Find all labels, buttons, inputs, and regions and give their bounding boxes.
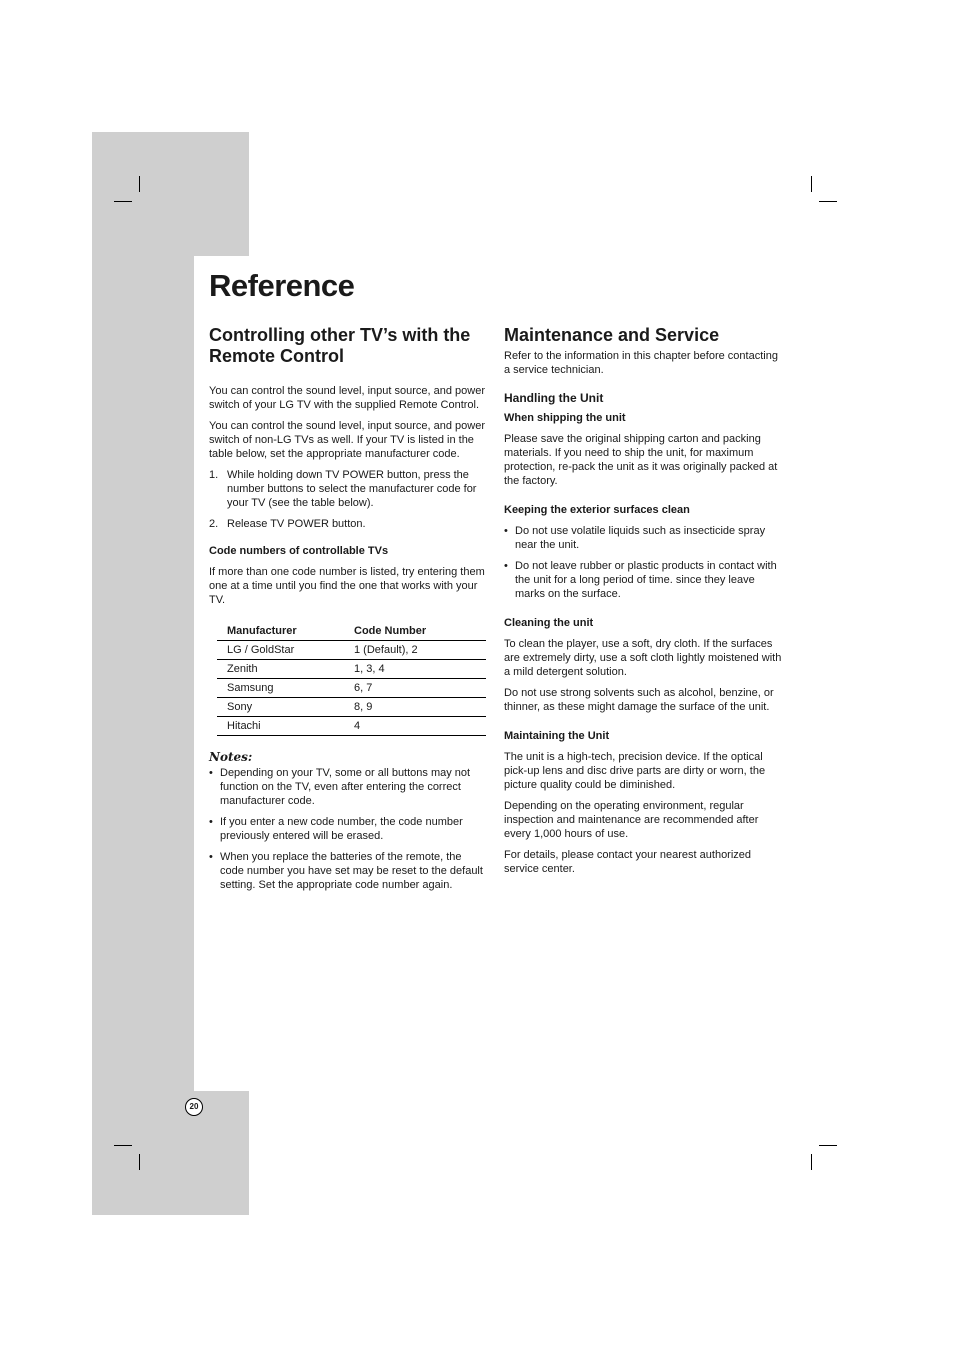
table-cell-code: 4 xyxy=(344,717,486,736)
sidebar-band-top xyxy=(92,132,249,256)
maintaining-paragraph-1: The unit is a high-tech, precision device. If the optical pick-up lens and disc drive parts are dirty or worn, the picture quality could be diminished. xyxy=(504,751,766,791)
note-item: • When you replace the batteries of the remote, the code number you have set may be reset to the default setting. Set the appropriate code number again. xyxy=(209,850,486,892)
table-row xyxy=(217,641,486,660)
table-cell-manufacturer: Sony xyxy=(217,698,344,717)
table-header-row xyxy=(217,622,486,641)
exterior-heading: Keeping the exterior surfaces clean xyxy=(504,504,690,516)
page-number-badge: 20 xyxy=(185,1098,203,1116)
crop-mark-bottom-right-v xyxy=(811,1154,812,1170)
non-lg-tv-paragraph: You can control the sound level, input source, and power switch of non-LG TVs as well. If your TV is listed in the table below, set the appropriate manufacturer code. xyxy=(209,420,485,460)
crop-mark-top-right-v xyxy=(811,176,812,192)
exterior-item: • Do not leave rubber or plastic products in contact with the unit for a long period of time. since they leave marks on the surface. xyxy=(504,559,784,601)
step-item xyxy=(209,517,486,531)
sidebar-band-bottom xyxy=(92,1091,249,1215)
exterior-list xyxy=(504,524,784,601)
table-row xyxy=(217,717,486,736)
table-header-code: Code Number xyxy=(344,622,486,641)
step-text: While holding down TV POWER button, press the number buttons to select the manufacturer code for your TV (see the table below). xyxy=(227,469,477,509)
notes-list xyxy=(209,766,486,892)
table-cell-code: 8, 9 xyxy=(344,698,486,717)
table-row xyxy=(217,660,486,679)
table-cell-manufacturer: Zenith xyxy=(217,660,344,679)
notes-heading: Notes: xyxy=(209,750,253,764)
tv-code-table xyxy=(217,622,486,736)
steps-list xyxy=(209,468,486,531)
step-number: 2. xyxy=(209,518,219,530)
step-text: Release TV POWER button. xyxy=(227,518,366,530)
maintaining-heading: Maintaining the Unit xyxy=(504,730,610,742)
codes-intro: If more than one code number is listed, try entering them one at a time until you find the one that works with your TV. xyxy=(209,566,485,606)
crop-mark-bottom-right-h xyxy=(819,1145,837,1146)
table-cell-manufacturer: LG / GoldStar xyxy=(217,641,344,660)
maintenance-intro: Refer to the information in this chapter before contacting a service technician. xyxy=(504,350,778,376)
crop-mark-top-left-h xyxy=(114,201,132,202)
exterior-item: • Do not use volatile liquids such as insecticide spray near the unit. xyxy=(504,524,784,552)
right-column xyxy=(504,325,784,883)
cleaning-paragraph-1: To clean the player, use a soft, dry cloth. If the surfaces are extremely dirty, use a soft cloth lightly moistened with a mild detergent solution. xyxy=(504,638,782,678)
table-cell-code: 6, 7 xyxy=(344,679,486,698)
lg-tv-paragraph: You can control the sound level, input source, and power switch of your LG TV with the supplied Remote Control. xyxy=(209,385,485,411)
shipping-heading: When shipping the unit xyxy=(504,412,626,424)
handling-heading: Handling the Unit xyxy=(504,391,604,405)
table-cell-manufacturer: Samsung xyxy=(217,679,344,698)
table-row xyxy=(217,698,486,717)
maintaining-paragraph-2: Depending on the operating environment, regular inspection and maintenance are recommended after every 1,000 hours of use. xyxy=(504,800,759,840)
step-number: 1. xyxy=(209,469,219,481)
sidebar-band-left xyxy=(92,256,194,1091)
table-cell-manufacturer: Hitachi xyxy=(217,717,344,736)
table-cell-code: 1, 3, 4 xyxy=(344,660,486,679)
note-item: • If you enter a new code number, the code number previously entered will be erased. xyxy=(209,815,486,843)
crop-mark-bottom-left-v xyxy=(139,1154,140,1170)
shipping-text: Please save the original shipping carton and packing materials. If you need to ship the unit, for maximum protection, re-pack the unit as it was originally packed at the factory. xyxy=(504,433,778,487)
left-column xyxy=(209,325,486,899)
codes-heading: Code numbers of controllable TVs xyxy=(209,545,389,557)
table-cell-code: 1 (Default), 2 xyxy=(344,641,486,660)
page-title: Reference xyxy=(209,268,355,303)
maintenance-heading: Maintenance and Service xyxy=(504,325,720,345)
maintaining-paragraph-3: For details, please contact your nearest authorized service center. xyxy=(504,849,752,875)
crop-mark-top-right-h xyxy=(819,201,837,202)
cleaning-heading: Cleaning the unit xyxy=(504,617,594,629)
note-item: • Depending on your TV, some or all buttons may not function on the TV, even after entering the correct manufacturer code. xyxy=(209,766,486,808)
table-row xyxy=(217,679,486,698)
step-item xyxy=(209,468,486,510)
crop-mark-top-left-v xyxy=(139,176,140,192)
table-header-manufacturer: Manufacturer xyxy=(217,622,344,641)
cleaning-paragraph-2: Do not use strong solvents such as alcohol, benzine, or thinner, as these might damage the surface of the unit. xyxy=(504,687,774,713)
crop-mark-bottom-left-h xyxy=(114,1145,132,1146)
remote-control-heading: Controlling other TV’s with the Remote Control xyxy=(209,325,471,366)
